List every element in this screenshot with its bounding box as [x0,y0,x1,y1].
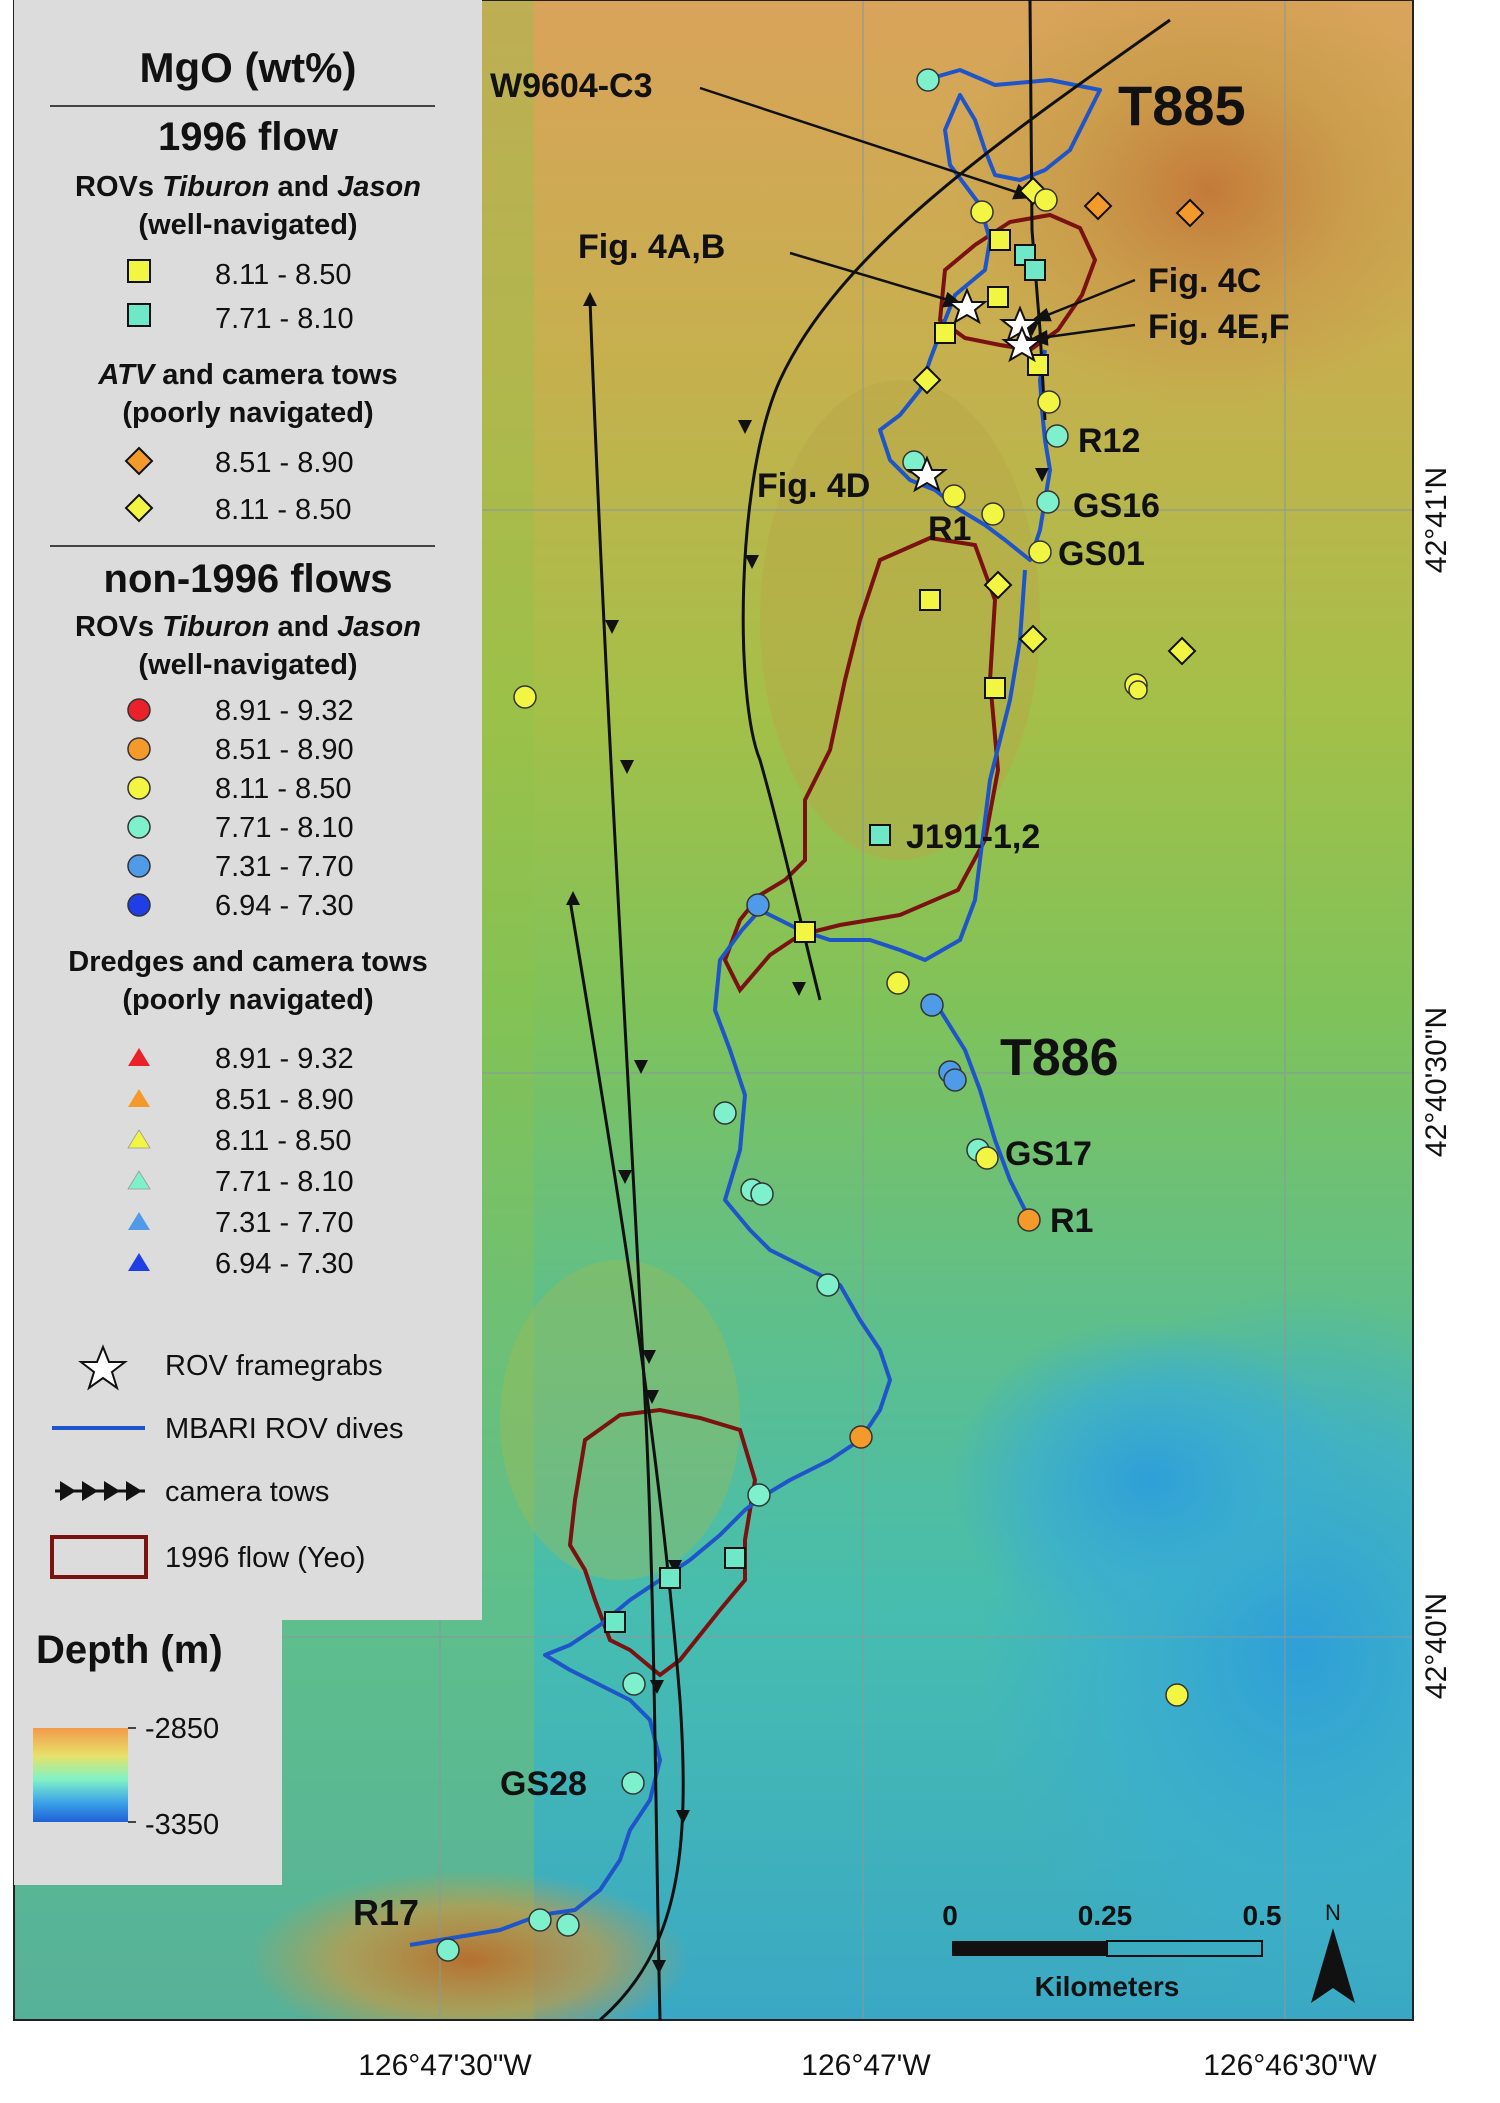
sample-circle [748,1484,770,1506]
sample-circle [1035,189,1057,211]
lon-label-3: 126°46'30"W [1203,2049,1377,2082]
lat-label-2: 42°40'30"N [1420,1006,1453,1158]
label-r12: R12 [1078,422,1141,460]
sample-circle [529,1909,551,1931]
legend-circle-blue [128,894,150,916]
legend-rov-heading-1: ROVs Tiburon and Jason [75,171,421,203]
north-label: N [1325,1900,1341,1925]
label-gs16: GS16 [1073,487,1160,525]
sample-circle [1038,391,1060,413]
sample-square [870,825,890,845]
label-gs01: GS01 [1058,535,1145,573]
label-w9604: W9604-C3 [490,67,653,105]
sample-square [660,1568,680,1588]
label-gs17: GS17 [1005,1135,1092,1173]
legend-dives: MBARI ROV dives [165,1413,404,1445]
sample-square [988,287,1008,307]
legend-rov-heading-2: ROVs Tiburon and Jason [75,611,421,643]
sample-circle [917,69,939,91]
legend-panel [14,0,482,1885]
legend-dredge-heading: Dredges and camera tows [68,946,428,978]
legend-circle-red [128,699,150,721]
legend-dredge-range-3: 8.11 - 8.50 [215,1125,352,1157]
legend-circle-teal [128,816,150,838]
legend-rovnon-range-2: 8.51 - 8.90 [215,734,354,766]
lat-label-3: 42°40'N [1420,1592,1453,1700]
lon-label-2: 126°47'W [801,2049,931,2082]
sample-circle [921,994,943,1016]
legend-depth-title: Depth (m) [36,1628,223,1672]
legend-rovnon-range-6: 6.94 - 7.30 [215,890,354,922]
scale-unit: Kilometers [1034,1971,1180,2002]
sample-circle [976,1147,998,1169]
sample-circle [971,201,993,223]
legend-rovnon-range-3: 8.11 - 8.50 [215,773,352,805]
sample-circle [557,1914,579,1936]
sample-circle [747,894,769,916]
sample-circle [1129,681,1147,699]
label-fig4d: Fig. 4D [757,467,871,505]
legend-title: MgO (wt%) [139,44,357,91]
legend-rov1996-range-1: 8.11 - 8.50 [215,259,352,291]
legend-flow-yeo: 1996 flow (Yeo) [165,1542,366,1574]
sample-circle [1037,491,1059,513]
sample-circle [751,1183,773,1205]
sample-circle [850,1426,872,1448]
legend-rovnon-range-4: 7.71 - 8.10 [215,812,354,844]
legend-atv-range-1: 8.51 - 8.90 [215,447,354,479]
sample-square [920,590,940,610]
scale-tick-0: 0 [942,1900,958,1931]
sample-square [605,1612,625,1632]
sample-circle [817,1274,839,1296]
sample-circle [622,1772,644,1794]
legend-poor-nav-1: (poorly navigated) [122,397,374,429]
legend-circle-lightblue [128,855,150,877]
sample-square [1025,260,1045,280]
sample-square [985,678,1005,698]
legend-section-1996: 1996 flow [157,115,339,159]
sample-square [935,323,955,343]
legend-square-teal [128,304,150,326]
legend-dredge-range-1: 8.91 - 9.32 [215,1043,354,1075]
label-t885: T885 [1118,74,1246,137]
legend-tows: camera tows [165,1476,330,1508]
lat-label-1: 42°41'N [1420,466,1453,574]
scale-tick-05: 0.5 [1242,1900,1282,1931]
sample-circle [514,686,536,708]
sample-circle [1029,541,1051,563]
sample-circle [887,972,909,994]
legend-framegrabs: ROV framegrabs [165,1350,383,1382]
scale-tick-025: 0.25 [1077,1900,1133,1931]
label-fig4c: Fig. 4C [1148,262,1262,300]
longitude-labels [358,2049,1377,2082]
sample-circle [943,485,965,507]
sample-circle [944,1069,966,1091]
legend-section-non1996: non-1996 flows [103,557,393,601]
sample-circle [1018,1209,1040,1231]
depth-color-ramp [33,1728,128,1822]
scale-bar-black [952,1941,1107,1956]
legend-circle-orange [128,738,150,760]
label-j191: J191-1,2 [906,818,1041,856]
sample-circle [714,1102,736,1124]
label-gs28: GS28 [500,1765,587,1803]
legend-circle-yellow [128,777,150,799]
sample-circle [1166,1684,1188,1706]
legend-dredge-range-4: 7.71 - 8.10 [215,1166,354,1198]
legend-atv-heading: ATV and camera tows [98,359,398,391]
depth-min-label: -3350 [145,1809,220,1841]
legend-well-nav-1: (well-navigated) [138,209,358,241]
depth-max-label: -2850 [145,1713,220,1745]
legend-atv-range-2: 8.11 - 8.50 [215,494,352,526]
legend-poor-nav-2: (poorly navigated) [122,984,374,1016]
sample-circle [1046,425,1068,447]
label-r1-mid: R1 [1050,1202,1094,1240]
legend-rov1996-range-2: 7.71 - 8.10 [215,303,354,335]
sample-circle [623,1673,645,1695]
legend-dredge-range-6: 6.94 - 7.30 [215,1248,354,1280]
legend-dredge-range-2: 8.51 - 8.90 [215,1084,354,1116]
legend-well-nav-2: (well-navigated) [138,649,358,681]
label-fig4ef: Fig. 4E,F [1148,308,1290,346]
legend-square-yellow [128,260,150,282]
label-r1-top: R1 [928,510,972,548]
sample-circle [982,503,1004,525]
legend-dredge-range-5: 7.31 - 7.70 [215,1207,354,1239]
sample-circle [437,1939,459,1961]
latitude-labels [1420,467,1453,1699]
label-r17: R17 [353,1892,420,1933]
sample-square [990,230,1010,250]
lon-label-1: 126°47'30"W [358,2049,532,2082]
label-t886: T886 [1000,1029,1119,1087]
legend-rovnon-range-5: 7.31 - 7.70 [215,851,354,883]
sample-square [795,922,815,942]
legend-rovnon-range-1: 8.91 - 9.32 [215,695,354,727]
label-fig4ab: Fig. 4A,B [578,228,726,266]
sample-square [725,1548,745,1568]
